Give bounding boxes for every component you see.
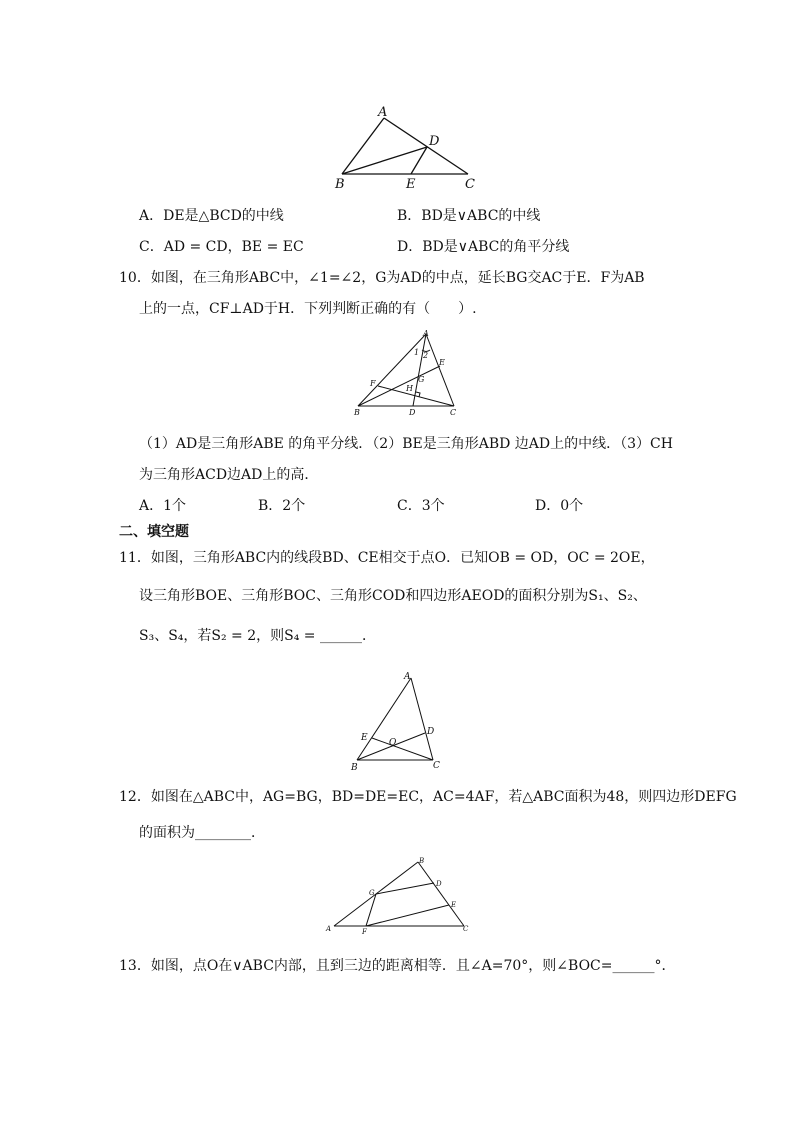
q10-stem-line1: 10．如图，在三角形ABC中，∠1=∠2，G为AD的中点，延长BG交AC于E．F为AB — [119, 270, 645, 286]
q9-segment-ac — [384, 118, 468, 174]
q11-segment-ac — [411, 678, 433, 760]
q10-statements-line2: 为三角形ACD边AD上的高． — [139, 467, 319, 483]
q12-segment-fe — [366, 905, 449, 926]
q10-label-e: E — [439, 358, 445, 367]
q10-label-h: H — [406, 384, 413, 393]
q9-triangle-figure — [330, 100, 480, 192]
q11-label-e: E — [361, 733, 368, 743]
q10-label-a: A — [423, 329, 429, 338]
q11-triangle-figure — [345, 668, 455, 776]
q12-segment-bc — [418, 862, 464, 926]
q11-label-b: B — [351, 763, 358, 773]
q9-segment-ab — [342, 118, 384, 174]
q12-triangle-figure — [322, 854, 477, 936]
q12-label-f: F — [362, 928, 367, 936]
q10-label-n2: 2 — [423, 351, 429, 360]
q9-segment-bd — [342, 147, 427, 174]
q10-option-c: C．3个 — [397, 498, 445, 514]
q10-option-d: D．0个 — [535, 498, 584, 514]
section-heading-fill-in: 二、填空题 — [119, 524, 189, 540]
q12-segment-gf — [366, 894, 376, 926]
q9-label-b: B — [335, 177, 345, 192]
q11-label-d: D — [427, 727, 435, 737]
q9-label-d: D — [429, 134, 440, 149]
q10-statements-line1: （1）AD是三角形ABE 的角平分线．（2）BE是三角形ABD 边AD上的中线．（3）CH — [139, 436, 673, 452]
q12-line2: 的面积为________． — [139, 825, 265, 841]
q12-line1: 12．如图在△ABC中，AG=BG，BD=DE=EC，AC=4AF，若△ABC面积为48，则四边形DEFG — [119, 789, 737, 805]
q11-line3: S₃、S₄，若S₂ = 2，则S₄ = ______． — [139, 628, 376, 644]
q9-option-a: A．DE是△BCD的中线 — [139, 208, 284, 224]
q10-label-g: G — [418, 375, 425, 384]
q9-option-c: C．AD = CD，BE = EC — [139, 239, 304, 255]
q9-label-a: A — [378, 105, 388, 120]
q10-segment-ab — [358, 334, 429, 406]
q11-line1: 11．如图，三角形ABC内的线段BD、CE相交于点O．已知OB = OD，OC = 2OE， — [119, 550, 655, 566]
q9-option-b: B．BD是∨ABC的中线 — [397, 208, 541, 224]
q10-label-n1: 1 — [414, 348, 420, 357]
q12-label-g: G — [369, 889, 375, 897]
q10-triangle-figure — [350, 328, 470, 418]
q12-label-e: E — [451, 901, 457, 909]
q10-stem-line2: 上的一点，CF⊥AD于H．下列判断正确的有（ ）. — [139, 301, 477, 317]
q11-line2: 设三角形BOE、三角形BOC、三角形COD和四边形AEOD的面积分别为S₁、S₂、 — [139, 588, 647, 604]
q11-segment-ab — [357, 678, 411, 760]
q11-segment-ce — [372, 738, 433, 760]
q11-label-c: C — [433, 761, 440, 771]
q11-label-o: O — [389, 738, 397, 748]
q12-label-a: A — [326, 925, 332, 933]
q10-segment-ac — [426, 334, 454, 406]
q12-label-b: B — [419, 857, 425, 865]
q13-line1: 13．如图，点O在∨ABC内部，且到三边的距离相等．且∠A=70°，则∠BOC=______°． — [119, 958, 676, 974]
q12-segment-gd — [376, 883, 434, 894]
q11-label-a: A — [404, 672, 411, 682]
q9-label-c: C — [465, 177, 475, 192]
q10-label-d: D — [409, 408, 416, 417]
q12-label-c: C — [463, 925, 469, 933]
q10-label-c: C — [450, 408, 457, 417]
q10-label-f: F — [370, 379, 376, 388]
q9-option-d: D．BD是∨ABC的角平分线 — [397, 239, 570, 255]
q10-option-a: A．1个 — [139, 498, 187, 514]
q10-option-b: B．2个 — [258, 498, 306, 514]
q10-label-b: B — [354, 408, 360, 417]
q9-label-e: E — [406, 177, 416, 192]
q12-label-d: D — [436, 880, 442, 888]
